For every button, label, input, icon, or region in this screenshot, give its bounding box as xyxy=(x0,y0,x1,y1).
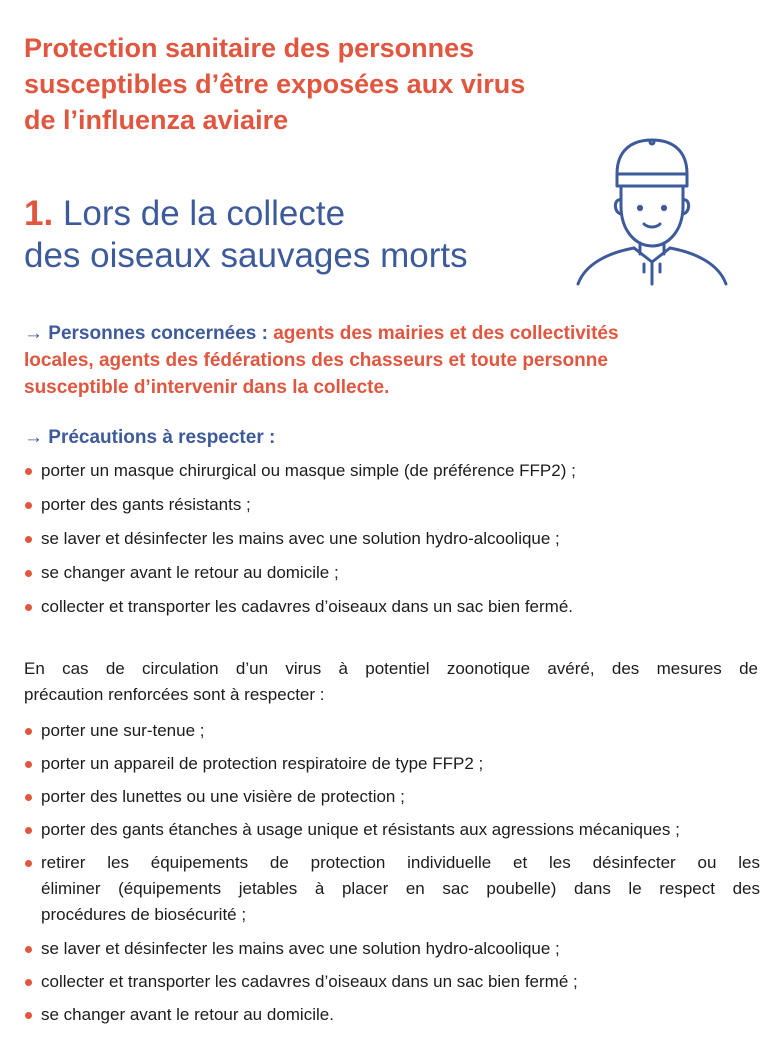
list-item-text: se laver et désinfecter les mains avec une solution hydro-alcoolique ; xyxy=(41,529,560,548)
list-item xyxy=(24,850,760,928)
bullet-dot-icon xyxy=(25,604,32,611)
list-item-line: se changer avant le retour au domicile. xyxy=(41,1005,334,1024)
list-item-line: se laver et désinfecter les mains avec une solution hydro-alcoolique ; xyxy=(41,939,560,958)
list-item-text xyxy=(41,718,760,743)
list-item xyxy=(24,969,760,994)
list-item-line: procédures de biosécurité ; xyxy=(41,905,247,924)
list-item-text xyxy=(41,969,760,994)
list-item xyxy=(24,936,760,961)
bullet-dot-icon xyxy=(25,761,32,768)
section-title-line-1: Lors de la collecte xyxy=(62,194,346,233)
list-item-line: retirer les équipements de protection individuelle et les désinfecter ou les xyxy=(41,853,760,872)
reinforced-intro-line-1: En cas de circulation d’un virus à potentiel zoonotique avéré, des mesures de xyxy=(24,659,758,678)
list-item-text xyxy=(41,1002,760,1027)
list-item xyxy=(24,526,760,551)
list-item-text xyxy=(41,784,760,809)
arrow-right-icon: → xyxy=(24,427,43,448)
list-item-text: porter des gants résistants ; xyxy=(41,495,251,514)
list-item xyxy=(24,1002,760,1027)
title-line-2: susceptibles d’être exposées aux virus xyxy=(24,69,526,99)
arrow-right-icon: → xyxy=(24,323,43,344)
concerned-text-line-2: locales, agents des fédérations des chasseurs et toute personne xyxy=(24,350,608,371)
bullet-dot-icon xyxy=(25,1012,32,1019)
list-item-text xyxy=(41,936,760,961)
list-item-text xyxy=(41,850,760,928)
section-number: 1. xyxy=(24,194,54,233)
bullet-dot-icon xyxy=(25,502,32,509)
precautions-heading-label: Précautions à respecter : xyxy=(48,427,276,448)
list-item xyxy=(24,594,760,619)
precautions-list xyxy=(24,458,760,628)
list-item xyxy=(24,817,760,842)
list-item-line: porter des gants étanches à usage unique et résistants aux agressions mécaniques ; xyxy=(41,820,680,839)
worker-in-cap-illustration-icon xyxy=(572,136,732,286)
document-title xyxy=(24,30,664,138)
list-item xyxy=(24,492,760,517)
concerned-persons xyxy=(24,320,764,401)
list-item xyxy=(24,751,760,776)
list-item-line: collecter et transporter les cadavres d’oiseaux dans un sac bien fermé ; xyxy=(41,972,578,991)
concerned-text-line-3: susceptible d’intervenir dans la collecte. xyxy=(24,377,390,398)
bullet-dot-icon xyxy=(25,860,32,867)
title-line-3: de l’influenza aviaire xyxy=(24,105,289,135)
list-item-text xyxy=(41,817,760,842)
list-item-text: porter un masque chirurgical ou masque simple (de préférence FFP2) ; xyxy=(41,461,576,480)
concerned-label: Personnes concernées : xyxy=(48,323,268,344)
section-title xyxy=(24,193,468,277)
title-line-1: Protection sanitaire des personnes xyxy=(24,33,475,63)
list-item-line: porter un appareil de protection respiratoire de type FFP2 ; xyxy=(41,754,484,773)
concerned-text-line-1: agents des mairies et des collectivités xyxy=(273,323,619,344)
list-item-text xyxy=(41,751,760,776)
list-item-line: porter une sur-tenue ; xyxy=(41,721,205,740)
reinforced-precautions-list xyxy=(24,718,760,1035)
precautions-heading xyxy=(24,424,275,451)
list-item xyxy=(24,458,760,483)
bullet-dot-icon xyxy=(25,979,32,986)
bullet-dot-icon xyxy=(25,536,32,543)
bullet-dot-icon xyxy=(25,570,32,577)
bullet-dot-icon xyxy=(25,794,32,801)
list-item-text: collecter et transporter les cadavres d’oiseaux dans un sac bien fermé. xyxy=(41,597,573,616)
list-item-line: éliminer (équipements jetables à placer en sac poubelle) dans le respect des xyxy=(41,879,760,898)
section-title-line-2: des oiseaux sauvages morts xyxy=(24,236,468,275)
reinforced-intro xyxy=(24,656,758,708)
bullet-dot-icon xyxy=(25,946,32,953)
list-item-line: porter des lunettes ou une visière de protection ; xyxy=(41,787,405,806)
list-item-text: se changer avant le retour au domicile ; xyxy=(41,563,339,582)
bullet-dot-icon xyxy=(25,468,32,475)
list-item xyxy=(24,784,760,809)
bullet-dot-icon xyxy=(25,827,32,834)
list-item xyxy=(24,718,760,743)
list-item xyxy=(24,560,760,585)
reinforced-intro-line-2: précaution renforcées sont à respecter : xyxy=(24,685,325,704)
bullet-dot-icon xyxy=(25,728,32,735)
